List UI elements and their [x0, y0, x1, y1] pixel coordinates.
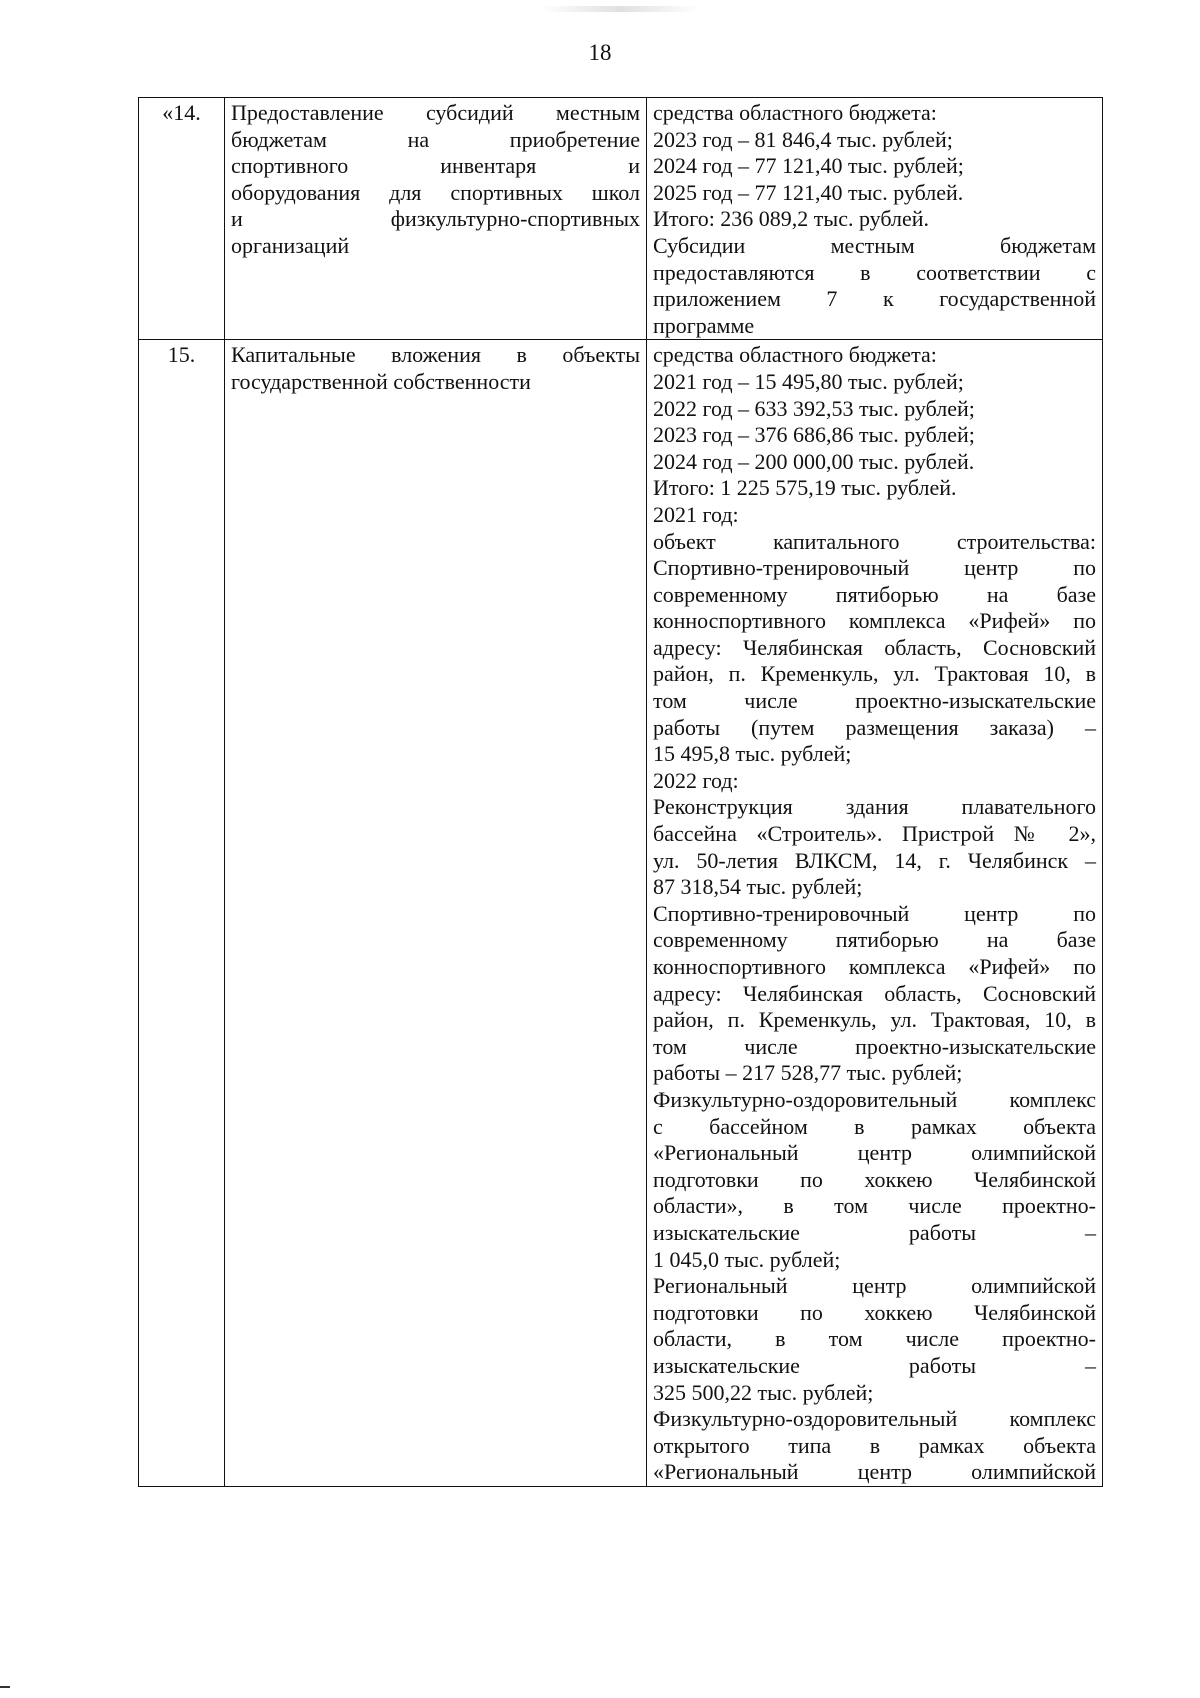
- text-line: подготовки по хоккею Челябинской: [653, 1166, 1096, 1192]
- text-line: области», в том числе проектно-: [653, 1193, 1096, 1219]
- text-line: 2023 год – 81 846,4 тыс. рублей;: [653, 126, 953, 152]
- text-line: приложением 7 к государственной: [653, 286, 1096, 312]
- text-line: современному пятиборью на базе: [653, 581, 1096, 607]
- text-line: адресу: Челябинская область, Сосновский: [653, 980, 1096, 1006]
- text-line: области, в том числе проектно-: [653, 1326, 1096, 1352]
- text-line: Физкультурно-оздоровительный комплекс: [653, 1406, 1096, 1432]
- measure-name-cell: [225, 340, 647, 1487]
- text-line: объект капитального строительства:: [653, 528, 1096, 554]
- text-line: конноспортивного комплекса «Рифей» по: [653, 954, 1096, 979]
- text-line: Предоставление субсидий местным: [231, 100, 640, 125]
- text-line: 2024 год – 77 121,40 тыс. рублей;: [653, 153, 964, 179]
- text-line: район, п. Кременкуль, ул. Трактовая, 10, в: [653, 1007, 1096, 1033]
- text-line: 2021 год – 15 495,80 тыс. рублей;: [653, 368, 964, 394]
- text-line: Итого: 1 225 575,19 тыс. рублей.: [653, 475, 957, 501]
- text-line: 2025 год – 77 121,40 тыс. рублей.: [653, 179, 964, 205]
- text-line: Капитальные вложения в объекты: [231, 342, 640, 368]
- text-line: 325 500,22 тыс. рублей;: [653, 1379, 874, 1405]
- text-line: Спортивно-тренировочный центр по: [653, 555, 1096, 581]
- text-line: Региональный центр олимпийской: [653, 1273, 1096, 1299]
- text-line: 2021 год:: [653, 501, 739, 527]
- text-line: изыскательские работы –: [653, 1219, 1096, 1245]
- text-line: бюджетам на приобретение: [231, 126, 640, 152]
- text-line: адресу: Челябинская область, Сосновский: [653, 634, 1096, 660]
- text-line: средства областного бюджета:: [653, 100, 937, 125]
- text-line: том числе проектно-изыскательские: [653, 688, 1096, 714]
- text-line: 15 495,8 тыс. рублей;: [653, 741, 852, 767]
- text-line: район, п. Кременкуль, ул. Трактовая 10, в: [653, 661, 1096, 687]
- text-line: «Региональный центр олимпийской: [653, 1459, 1096, 1485]
- text-line: Спортивно-тренировочный центр по: [653, 900, 1096, 926]
- text-line: средства областного бюджета:: [653, 342, 937, 368]
- text-line: 2024 год – 200 000,00 тыс. рублей.: [653, 448, 975, 474]
- text-line: 2022 год:: [653, 767, 739, 793]
- table-row: [139, 98, 1103, 340]
- scan-artifact: [540, 6, 700, 12]
- text-line: современному пятиборью на базе: [653, 927, 1096, 953]
- program-measures-table: [138, 97, 1103, 1487]
- text-line: оборудования для спортивных школ: [231, 179, 640, 205]
- page-number: 18: [588, 40, 612, 65]
- text-line: предоставляются в соответствии с: [653, 259, 1096, 285]
- text-line: программе: [653, 312, 755, 338]
- text-line: спортивного инвентаря и: [231, 153, 640, 179]
- text-line: 2023 год – 376 686,86 тыс. рублей;: [653, 422, 975, 448]
- text-line: 1 045,0 тыс. рублей;: [653, 1246, 841, 1272]
- row-number: «14.: [139, 98, 225, 340]
- text-line: организаций: [231, 232, 350, 258]
- row-number: 15.: [139, 340, 225, 1487]
- scan-edge-mark: [0, 1686, 10, 1688]
- text-line: ул. 50-летия ВЛКСМ, 14, г. Челябинск –: [653, 847, 1096, 873]
- text-line: 2022 год – 633 392,53 тыс. рублей;: [653, 395, 975, 421]
- text-line: подготовки по хоккею Челябинской: [653, 1299, 1096, 1325]
- text-line: работы (путем размещения заказа) –: [653, 714, 1096, 740]
- text-line: бассейна «Строитель». Пристрой № 2»,: [653, 821, 1096, 847]
- text-line: Реконструкция здания плавательного: [653, 794, 1096, 820]
- text-line: Итого: 236 089,2 тыс. рублей.: [653, 206, 930, 232]
- text-line: Субсидии местным бюджетам: [653, 232, 1096, 258]
- text-line: государственной собственности: [231, 368, 531, 394]
- text-line: работы – 217 528,77 тыс. рублей;: [653, 1060, 963, 1086]
- text-line: с бассейном в рамках объекта: [653, 1113, 1096, 1139]
- text-line: том числе проектно-изыскательские: [653, 1033, 1096, 1059]
- funding-cell: [647, 340, 1103, 1487]
- text-line: конноспортивного комплекса «Рифей» по: [653, 608, 1096, 634]
- text-line: и физкультурно-спортивных: [231, 206, 640, 232]
- text-line: «Региональный центр олимпийской: [653, 1140, 1096, 1166]
- text-line: изыскательские работы –: [653, 1352, 1096, 1378]
- text-line: открытого типа в рамках объекта: [653, 1432, 1096, 1458]
- measure-name-cell: [225, 98, 647, 340]
- table-row: [139, 340, 1103, 1487]
- text-line: Физкультурно-оздоровительный комплекс: [653, 1086, 1096, 1112]
- text-line: 87 318,54 тыс. рублей;: [653, 874, 863, 900]
- funding-cell: [647, 98, 1103, 340]
